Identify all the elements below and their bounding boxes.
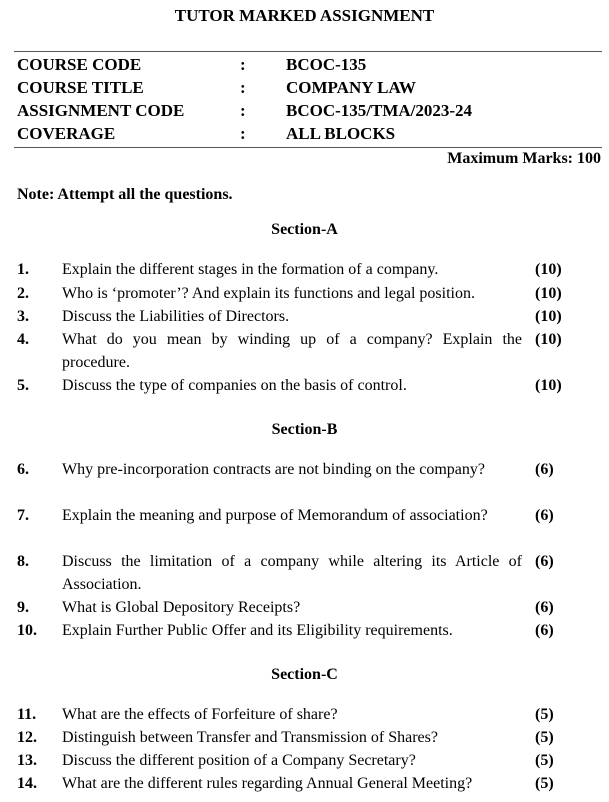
question-marks: (5) bbox=[535, 729, 554, 746]
section-c-title: Section-C bbox=[271, 666, 338, 683]
meta-colon: : bbox=[240, 55, 246, 74]
meta-row-assignment-code bbox=[17, 100, 597, 122]
meta-label: ASSIGNMENT CODE bbox=[17, 101, 185, 120]
question-text: Explain Further Public Offer and its Eligibility requirements. bbox=[62, 622, 453, 639]
question-number: 8. bbox=[17, 553, 29, 570]
question-marks: (10) bbox=[535, 308, 562, 325]
question-number: 10. bbox=[17, 622, 37, 639]
meta-value: COMPANY LAW bbox=[286, 78, 416, 97]
question-marks: (6) bbox=[535, 553, 554, 570]
meta-label: COURSE TITLE bbox=[17, 78, 144, 97]
question-number: 12. bbox=[17, 729, 37, 746]
question-text: What is Global Depository Receipts? bbox=[62, 599, 301, 616]
question-marks: (6) bbox=[535, 599, 554, 616]
meta-label: COVERAGE bbox=[17, 124, 116, 143]
question-text: Who is ‘promoter’? And explain its functions and legal position. bbox=[62, 285, 475, 302]
section-b-title: Section-B bbox=[271, 421, 338, 438]
meta-value: BCOC-135 bbox=[286, 55, 367, 74]
instruction-note: Note: Attempt all the questions. bbox=[17, 186, 233, 203]
question-number: 11. bbox=[17, 706, 37, 723]
question-number: 14. bbox=[17, 775, 37, 792]
question-marks: (6) bbox=[535, 622, 554, 639]
question-marks: (6) bbox=[535, 507, 554, 524]
question-marks: (10) bbox=[535, 377, 562, 394]
question-text: What are the different rules regarding Annual General Meeting? bbox=[62, 775, 473, 792]
question-marks: (10) bbox=[535, 285, 562, 302]
meta-colon: : bbox=[240, 101, 246, 120]
question-number: 5. bbox=[17, 377, 29, 394]
meta-colon: : bbox=[240, 124, 246, 143]
maximum-marks: Maximum Marks: 100 bbox=[447, 150, 601, 167]
question-text: Discuss the different position of a Company Secretary? bbox=[62, 752, 416, 769]
question-number: 13. bbox=[17, 752, 37, 769]
question-text: Explain the different stages in the formation of a company. bbox=[62, 261, 439, 278]
question-text: Discuss the Liabilities of Directors. bbox=[62, 308, 290, 325]
question-number: 9. bbox=[17, 599, 29, 616]
meta-value: ALL BLOCKS bbox=[286, 124, 396, 143]
question-number: 3. bbox=[17, 308, 29, 325]
question-number: 7. bbox=[17, 507, 29, 524]
question-marks: (5) bbox=[535, 752, 554, 769]
question-number: 2. bbox=[17, 285, 29, 302]
question-text: Explain the meaning and purpose of Memorandum of association? bbox=[62, 507, 488, 524]
question-marks: (10) bbox=[535, 331, 562, 348]
meta-colon: : bbox=[240, 78, 246, 97]
meta-row-coverage bbox=[17, 123, 597, 145]
question-number: 1. bbox=[17, 261, 29, 278]
question-marks: (10) bbox=[535, 261, 562, 278]
question-number: 6. bbox=[17, 461, 29, 478]
question-text: Discuss the limitation of a company while altering its Article of Association. bbox=[62, 553, 522, 593]
meta-row-course-code bbox=[17, 54, 597, 76]
question-text: What are the effects of Forfeiture of share? bbox=[62, 706, 338, 723]
question-text: Why pre-incorporation contracts are not binding on the company? bbox=[62, 461, 485, 478]
section-a-title: Section-A bbox=[271, 221, 338, 238]
question-number: 4. bbox=[17, 331, 29, 348]
question-marks: (5) bbox=[535, 775, 554, 792]
question-text: Discuss the type of companies on the basis of control. bbox=[62, 377, 407, 394]
question-marks: (6) bbox=[535, 461, 554, 478]
question-text: Distinguish between Transfer and Transmission of Shares? bbox=[62, 729, 438, 746]
bottom-divider bbox=[14, 147, 602, 148]
meta-row-course-title bbox=[17, 77, 597, 99]
top-divider bbox=[14, 51, 602, 52]
question-text: What do you mean by winding up of a company? Explain the procedure. bbox=[62, 331, 522, 371]
meta-value: BCOC-135/TMA/2023-24 bbox=[286, 101, 473, 120]
meta-label: COURSE CODE bbox=[17, 55, 142, 74]
page-title: TUTOR MARKED ASSIGNMENT bbox=[174, 6, 435, 25]
question-marks: (5) bbox=[535, 706, 554, 723]
